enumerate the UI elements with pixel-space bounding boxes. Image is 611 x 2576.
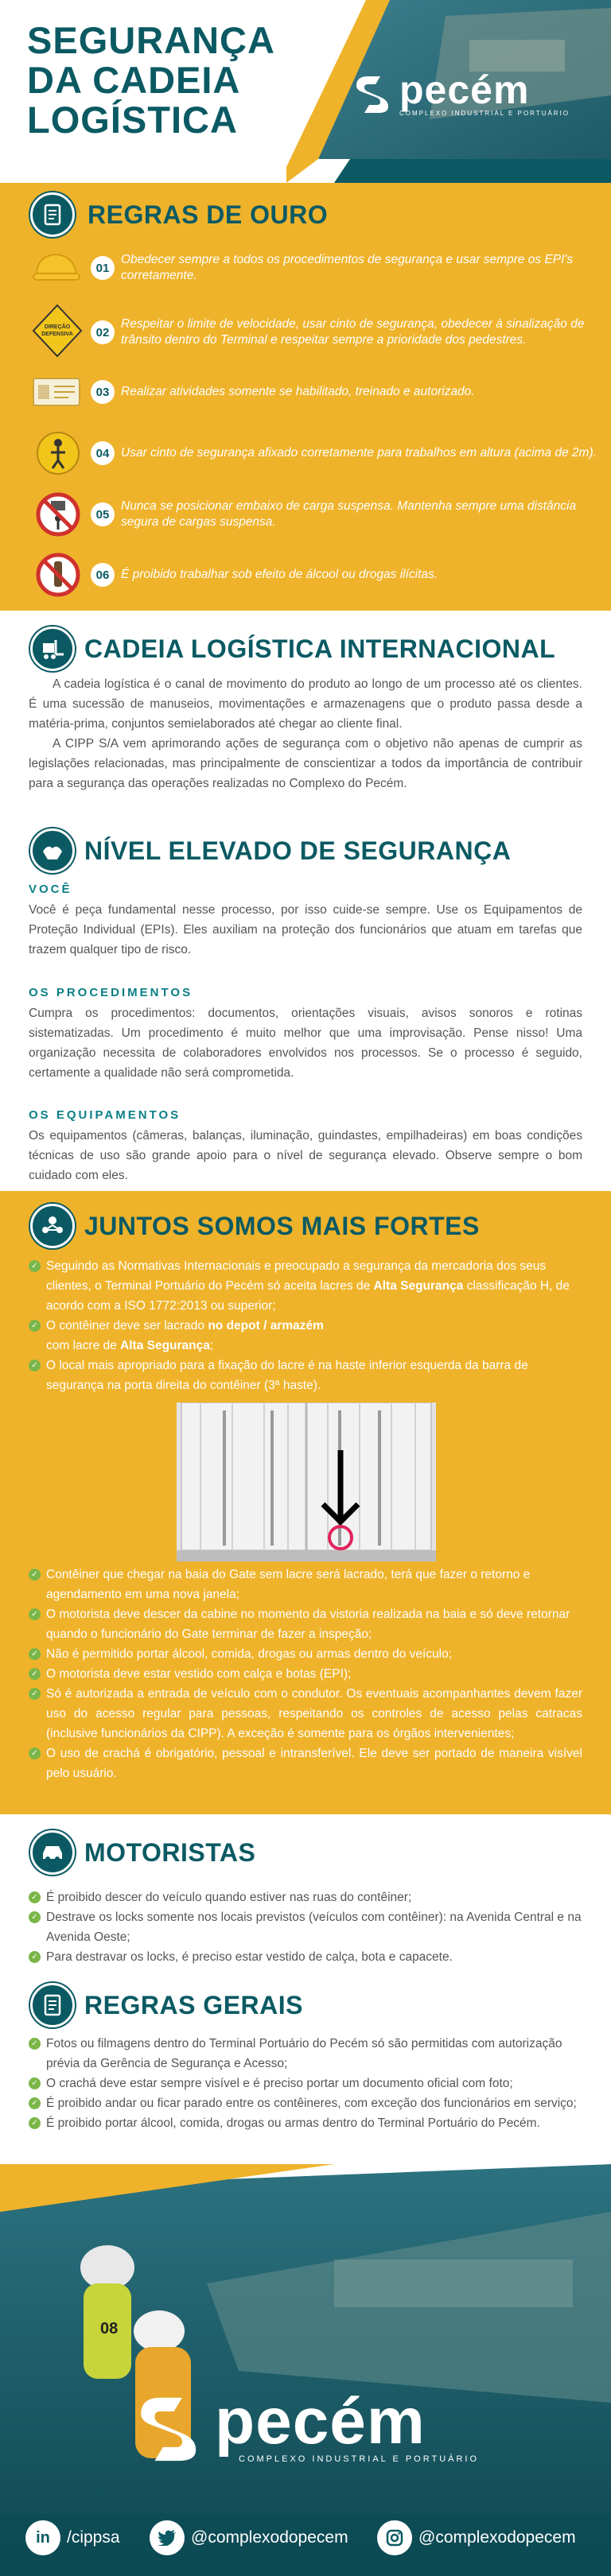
sign-label (32, 324, 83, 338)
linkedin-icon: in (25, 2520, 60, 2555)
linkedin-handle: /cippsa (67, 2528, 120, 2547)
sign-line-2: DEFENSIVA (41, 332, 73, 337)
check-icon: ✓ (29, 2117, 41, 2129)
header-logo (348, 65, 603, 121)
no-suspended-load-icon (35, 491, 81, 537)
footer-logo-wordmark: pecém (215, 2385, 426, 2458)
car-icon (30, 1830, 75, 1875)
motoristas-section (0, 1814, 611, 1973)
item-text: ; (209, 1339, 214, 1352)
juntos-section (0, 1191, 611, 1814)
check-icon: ✓ (29, 1951, 41, 1963)
nivel-title: NÍVEL ELEVADO DE SEGURANÇA (84, 836, 512, 865)
list-item (29, 1744, 582, 1783)
item-text: Seguindo as Normativas Internacionais e preocupado a segurança da mercadoria dos seus clientes, o Terminal Portuário do Pecém só aceita lacres de (46, 1259, 547, 1293)
check-icon: ✓ (29, 1648, 41, 1660)
list-item (29, 2113, 582, 2133)
logo-tagline: COMPLEXO INDUSTRIAL E PORTUÁRIO (399, 109, 570, 117)
juntos-list-top (29, 1256, 582, 1395)
check-icon: ✓ (29, 1360, 41, 1371)
rule-number: 04 (91, 441, 115, 465)
rule-item (32, 301, 589, 364)
item-text: O uso de crachá é obrigatório, pessoal e intransferível. Ele deve ser portado de maneira visível pelo usuário. (46, 1747, 582, 1780)
check-icon: ✓ (29, 1320, 41, 1332)
pecem-logo-icon (127, 2387, 207, 2466)
forklift-icon (30, 627, 75, 671)
header (0, 0, 611, 183)
procedimentos-text: Cumpra os procedimentos: documentos, orientações visuais, avisos sonoros e rotinas sistematizadas. Um procedimento é muito melhor que uma improvisação. Pense nisso! Uma organização necessita de colaboradores envolvidos nos processos. Se o processo é seguido, certamente a qualidade não será comprometida. (29, 1007, 582, 1080)
rule-number: 05 (91, 502, 115, 526)
rule-item (32, 240, 589, 296)
rules-document-icon (30, 1983, 75, 2027)
title-line-1: SEGURANÇA (27, 19, 275, 61)
cadeia-paragraph-2: A CIPP S/A vem aprimorando ações de segurança com o objetivo não apenas de cumprir as legislações relacionadas, mas principalmente de conscientizar a todos da importância de contribuir para a segurança das operações realizadas no Complexo do Pecém. (29, 737, 582, 790)
rule-item (32, 425, 597, 481)
list-item (29, 1644, 582, 1664)
cadeia-section (0, 611, 611, 817)
regras-gerais-section (0, 1973, 611, 2164)
check-icon: ✓ (29, 1569, 41, 1581)
header-title (27, 21, 329, 140)
item-bold: no depot / armazém (208, 1319, 324, 1333)
motoristas-title: MOTORISTAS (84, 1838, 256, 1867)
twitter-link[interactable] (150, 2520, 348, 2555)
check-icon: ✓ (29, 1608, 41, 1620)
cadeia-title: CADEIA LOGÍSTICA INTERNACIONAL (84, 634, 556, 663)
rule-text: Nunca se posicionar embaixo de carga suspensa. Mantenha sempre uma distância segura de cargas suspensa. (121, 499, 577, 529)
item-text: Contêiner que chegar na baia do Gate sem lacre será lacrado, terá que fazer o retorno e agendamento em uma nova janela; (46, 1568, 531, 1601)
footer-port-image (0, 2164, 611, 2576)
item-text: É proibido andar ou ficar parado entre os contêineres, com exceção dos funcionários em serviço; (46, 2097, 577, 2110)
list-item (29, 1565, 582, 1604)
no-alcohol-icon (35, 552, 81, 598)
license-card-icon (32, 375, 81, 409)
item-bold: Alta Segurança (373, 1279, 464, 1293)
item-text: Não é permitido portar álcool, comida, drogas ou armas dentro do veículo; (46, 1647, 453, 1661)
item-text: O crachá deve estar sempre visível e é preciso portar um documento oficial com foto; (46, 2077, 513, 2090)
list-item (29, 1947, 582, 1967)
twitter-icon (150, 2520, 185, 2555)
nivel-section (0, 817, 611, 1191)
juntos-title: JUNTOS SOMOS MAIS FORTES (84, 1212, 480, 1240)
check-icon: ✓ (29, 1688, 41, 1700)
item-bold: Alta Segurança (120, 1339, 210, 1352)
check-icon: ✓ (29, 2077, 41, 2089)
check-icon: ✓ (29, 2097, 41, 2109)
list-item (29, 1664, 582, 1684)
list-item (29, 2074, 582, 2093)
rule-number: 02 (91, 320, 115, 344)
juntos-list-bottom (29, 1565, 582, 1783)
check-icon: ✓ (29, 1260, 41, 1272)
item-text: Fotos ou filmagens dentro do Terminal Portuário do Pecém só são permitidas com autorização prévia da Gerência de Segurança e Acesso; (46, 2037, 562, 2070)
hands-icon (30, 828, 75, 873)
team-icon (30, 1204, 75, 1248)
sign-line-1: DIREÇÃO (44, 324, 71, 330)
rule-text: Obedecer sempre a todos os procedimentos de segurança e usar sempre os EPI's corretamente. (121, 253, 574, 282)
rule-item (32, 364, 589, 420)
linkedin-link[interactable] (25, 2520, 120, 2555)
item-text: É proibido descer do veículo quando estiver nas ruas do contêiner; (46, 1891, 412, 1904)
rule-number: 01 (91, 256, 115, 280)
equipamentos-text: Os equipamentos (câmeras, balanças, iluminação, guindastes, empilhadeiras) em boas condições técnicas de uso são grande apoio para o nível de segurança elevado. Observe sempre o bom cuidado com eles. (29, 1129, 582, 1182)
vest-number: 08 (100, 2320, 119, 2337)
cadeia-paragraph-1: A cadeia logística é o canal de movimento do produto ao longo de um processo até os clientes. É uma sucessão de manuseios, movimentações e armazenagens que o produto passa desde a matéria-prima, conjuntos semielaborados até chegar ao cliente final. (29, 677, 582, 731)
container-door-image (177, 1402, 436, 1562)
list-item (29, 1887, 582, 1907)
logo-wordmark: pecém (399, 67, 530, 112)
rule-item (32, 547, 589, 603)
list-item (29, 1316, 582, 1356)
footer-logo (127, 2387, 493, 2466)
rule-item (32, 487, 589, 542)
list-item (29, 1684, 582, 1744)
rule-text: Usar cinto de segurança afixado corretamente para trabalhos em altura (acima de 2m). (121, 446, 597, 460)
rule-text: Realizar atividades somente se habilitado, treinado e autorizado. (121, 385, 475, 398)
motoristas-list (29, 1887, 582, 1967)
twitter-handle: @complexodopecem (191, 2528, 348, 2547)
footer (0, 2164, 611, 2576)
item-text: classificação H, de acordo com a ISO 1772:2013 ou superior; (46, 1279, 570, 1313)
item-text: O motorista deve descer da cabine no momento da vistoria realizada na baia e só deve retornar quando o funcionário do Gate terminar de fazer a inspeção; (46, 1608, 570, 1641)
voce-text: Você é peça fundamental nesse processo, por isso cuide-se sempre. Use os Equipamentos de Proteção Individual (EPIs). Eles auxiliam na proteção dos funcionários que atuam em tarefas que trazem qualquer tipo de risco. (29, 903, 582, 956)
check-icon: ✓ (29, 1668, 41, 1680)
rule-number: 03 (91, 380, 115, 404)
item-text: com lacre de (46, 1339, 121, 1352)
list-item (29, 2034, 582, 2074)
regras-gerais-list (29, 2034, 582, 2133)
harness-icon (35, 430, 81, 476)
rule-text: Respeitar o limite de velocidade, usar cinto de segurança, obedecer à sinalização de trânsito dentro do Terminal e respeitar sempre a prioridade dos pedestres. (121, 317, 585, 347)
helmet-icon (32, 248, 81, 288)
item-text: O local mais apropriado para a fixação do lacre é na haste inferior esquerda da barra de segurança na porta direita do contêiner (3ª haste). (46, 1359, 528, 1392)
check-icon: ✓ (29, 1891, 41, 1903)
list-item (29, 2093, 582, 2113)
item-text: Destrave os locks somente nos locais previstos (veículos com contêiner): na Avenida Central e na Avenida Oeste; (46, 1911, 582, 1944)
list-item (29, 1604, 582, 1644)
regras-ouro-title: REGRAS DE OURO (88, 200, 329, 229)
rule-text: É proibido trabalhar sob efeito de álcool ou drogas ilícitas. (121, 568, 438, 581)
list-item (29, 1356, 582, 1395)
document-icon (30, 192, 75, 237)
list-item (29, 1907, 582, 1947)
item-text: É proibido portar álcool, comida, drogas ou armas dentro do Terminal Portuário do Pecém. (46, 2116, 540, 2130)
item-text: Só é autorizada a entrada de veículo com o condutor. Os eventuais acompanhantes devem fazer uso do acesso regular para pessoas, respeitando os controles de acesso pelas catracas (inclusive funcionários da CIPP). A exceção é somente para os órgãos intervenientes; (46, 1687, 582, 1740)
item-text: Para destravar os locks, é preciso estar vestido de calça, bota e capacete. (46, 1950, 453, 1964)
instagram-handle: @complexodopecem (418, 2528, 576, 2547)
regras-gerais-title: REGRAS GERAIS (84, 1991, 303, 2019)
instagram-link[interactable] (377, 2520, 576, 2555)
rule-number: 06 (91, 563, 115, 587)
regras-ouro-section (0, 183, 611, 611)
voce-heading: VOCÊ (29, 883, 72, 896)
title-line-3: LOGÍSTICA (27, 99, 238, 141)
check-icon: ✓ (29, 2038, 41, 2050)
pecem-logo-icon (348, 70, 395, 116)
procedimentos-heading: OS PROCEDIMENTOS (29, 986, 193, 999)
equipamentos-heading: OS EQUIPAMENTOS (29, 1108, 181, 1122)
instagram-icon (377, 2520, 412, 2555)
check-icon: ✓ (29, 1911, 41, 1923)
list-item (29, 1256, 582, 1316)
item-text: O motorista deve estar vestido com calça e botas (EPI); (46, 1667, 352, 1681)
footer-logo-tagline: COMPLEXO INDUSTRIAL E PORTUÁRIO (239, 2454, 480, 2464)
title-line-2: DA CADEIA (27, 59, 241, 101)
item-text: O contêiner deve ser lacrado (46, 1319, 208, 1333)
check-icon: ✓ (29, 1748, 41, 1759)
